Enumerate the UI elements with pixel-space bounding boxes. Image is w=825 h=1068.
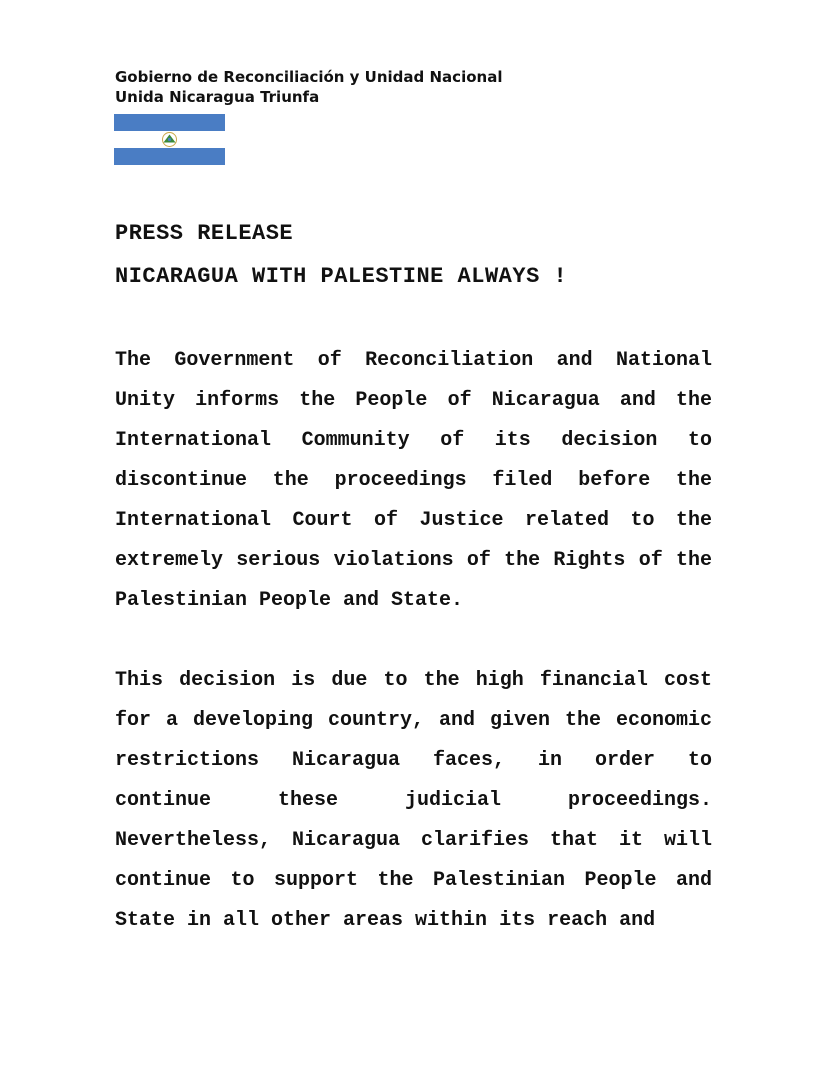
government-name: Gobierno de Reconciliación y Unidad Nacional (115, 68, 503, 86)
release-title-block (115, 219, 567, 292)
government-slogan: Unida Nicaragua Triunfa (115, 88, 320, 106)
body-paragraph-1: The Government of Reconciliation and National Unity informs the People of Nicaragua and the International Community of its decision to discontinue the proceedings filed before the International Court of Justice related to the extremely serious violations of the Rights of the Palestinian People and State. (115, 349, 712, 612)
body-paragraph-2: This decision is due to the high financial cost for a developing country, and given the economic restrictions Nicaragua faces, in order to continue these judicial proceedings. Nevertheless, Nicaragua clarifies that it will continue to support the Palestinian People and State in all other areas within its reach and (115, 669, 712, 932)
nicaragua-flag-icon (114, 114, 225, 165)
document-header (115, 67, 502, 107)
release-headline: NICARAGUA WITH PALESTINE ALWAYS ! (115, 264, 568, 289)
press-release-label: PRESS RELEASE (115, 221, 294, 246)
